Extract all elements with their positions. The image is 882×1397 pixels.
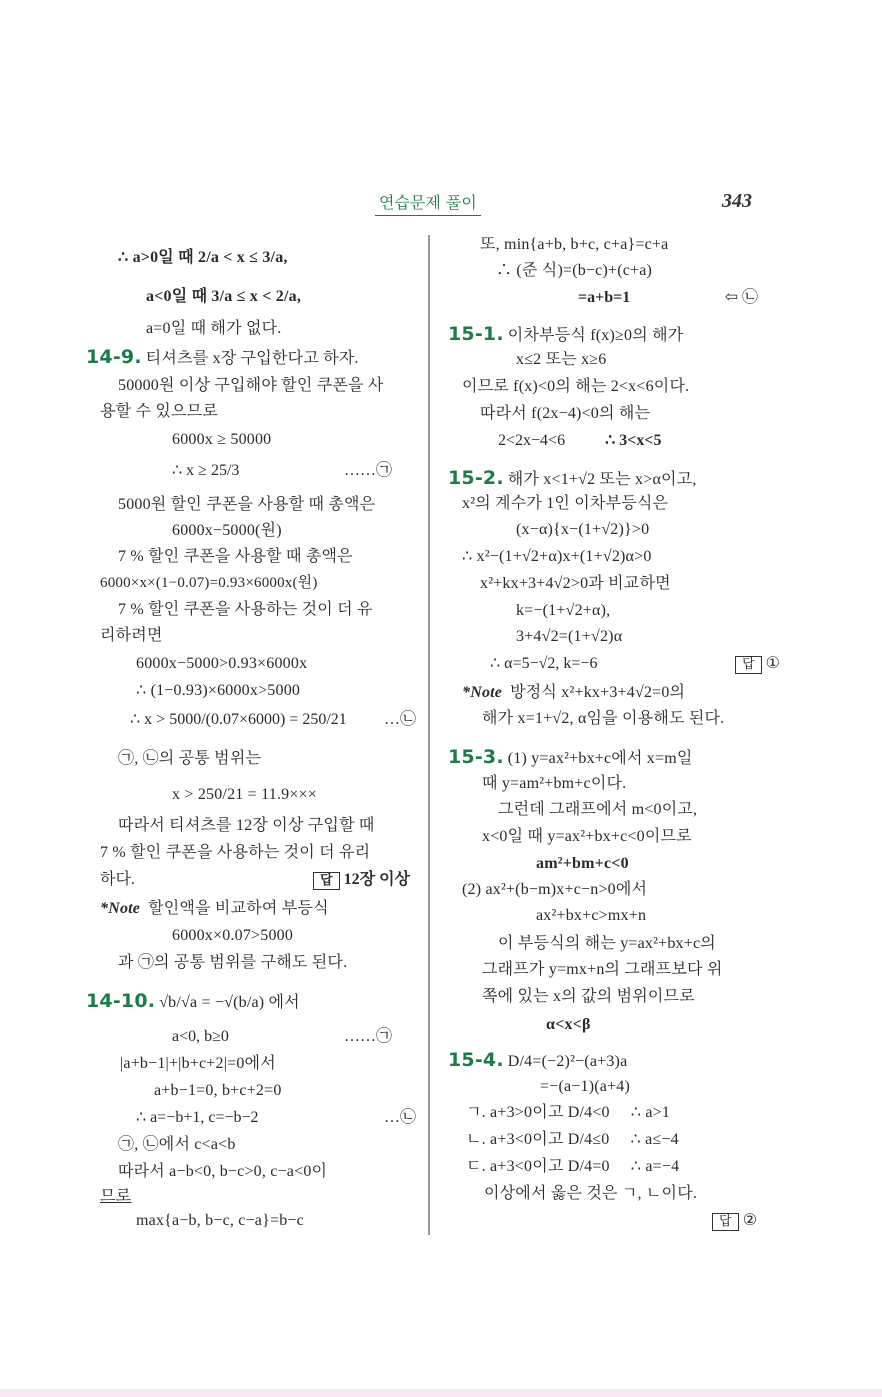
problem-15-4 [448,1049,627,1073]
problem-15-3 [448,746,693,770]
text-line: ∴ x > 5000/(0.07×6000) = 250/21 [130,711,347,728]
text-line: 따라서 티셔츠를 12장 이상 구입할 때 [118,817,375,834]
answer [712,1210,757,1232]
text-line: 이상에서 옳은 것은 ㄱ, ㄴ이다. [484,1185,698,1202]
text-line: a=0일 때 해가 없다. [146,320,282,337]
text-line: α<x<β [546,1016,591,1033]
page-number: 343 [722,190,752,212]
text-line: 과 ㉠의 공통 범위를 구해도 된다. [118,954,348,971]
text-line: ㄷ. a+3<0이고 D/4=0 ∴ a=−4 [466,1158,680,1175]
text-line: k=−(1+√2+α), [516,602,611,619]
problem-label: 15-2. [448,467,504,489]
text-line: 용할 수 있으므로 [100,403,218,420]
answer-box: 답 [735,656,762,674]
text-line: 때 y=am²+bm+c이다. [482,775,627,792]
text-line: D/4=(−2)²−(a+3)a [507,1053,628,1070]
answer-value: 12장 이상 [343,871,410,888]
text-line: 티셔츠를 x장 구입한다고 하자. [145,350,359,367]
text-line: 므로 [100,1188,132,1205]
marker: …㉡ [383,711,416,728]
text-line: (x−α){x−(1+√2)}>0 [516,521,650,538]
text-line: 이므로 f(x)<0의 해는 2<x<6이다. [462,378,690,395]
answer-row [100,869,410,891]
text-line: 따라서 a−b<0, b−c>0, c−a<0이 [118,1163,328,1180]
text-line: =−(a−1)(a+4) [540,1078,631,1095]
text-line: x²의 계수가 1인 이차부등식은 [462,495,669,512]
text-line: x²+kx+3+4√2>0과 비교하면 [480,575,671,592]
text-line: 그런데 그래프에서 m<0이고, [498,801,698,818]
text-line: 6000x×0.07>5000 [172,927,294,944]
text-line: ∴ a=−b+1, c=−b−2 [136,1109,259,1126]
text-line: ㉠, ㉡에서 c<a<b [118,1136,236,1153]
text-line: 쪽에 있는 x의 값의 범위이므로 [482,988,695,1005]
section-title: 연습문제 풀이 [375,190,481,216]
text-line: 6000×x×(1−0.07)=0.93×6000x(원) [100,575,318,591]
text-line: (1) y=ax²+bx+c에서 x=m일 [507,750,693,767]
equation-row [172,460,392,482]
note [100,898,329,920]
answer [735,653,780,675]
text-line: ∴ (1−0.93)×6000x>5000 [136,682,301,699]
equation-row [498,430,738,452]
text-line: 7 % 할인 쿠폰을 사용하는 것이 더 유 [118,601,373,618]
text-line: ∴ α=5−√2, k=−6 [490,655,598,672]
problem-label: 14-9. [86,346,142,368]
note-label: *Note [462,684,503,701]
answer-value: ② [742,1212,758,1229]
text-line: 따라서 f(2x−4)<0의 해는 [480,405,651,422]
text-line: ∴ a>0일 때 2/a < x ≤ 3/a, [118,249,288,266]
marker: ⇦ ㉡ [724,289,758,306]
text-line: 이차부등식 f(x)≥0의 해가 [507,327,684,344]
text-line: 리하려면 [100,627,163,644]
equation-row [136,1107,416,1129]
problem-14-10 [86,990,300,1014]
text-line: 해가 x<1+√2 또는 x>α이고, [507,471,697,488]
text-line: ㄱ. a+3>0이고 D/4<0 ∴ a>1 [466,1104,671,1121]
text-line: ㉠, ㉡의 공통 범위는 [118,750,262,767]
marker: …㉡ [383,1109,416,1126]
note-label: *Note [100,900,141,917]
answer-box: 답 [712,1213,739,1231]
text-line: 이 부등식의 해는 y=ax²+bx+c의 [498,935,716,952]
text-line: 3+4√2=(1+√2)α [516,628,623,645]
text-line: 6000x−5000>0.93×6000x [136,655,308,672]
text-line: a<0일 때 3/a ≤ x < 2/a, [146,288,302,305]
text-line: 할인액을 비교하여 부등식 [148,900,329,917]
text-line: x > 250/21 = 11.9××× [172,786,317,803]
text-line: ∴ x²−(1+√2+α)x+(1+√2)α>0 [462,548,652,565]
text-line: 7 % 할인 쿠폰을 사용하는 것이 더 유리 [100,844,371,861]
problem-label: 15-1. [448,323,504,345]
text-line: 5000원 할인 쿠폰을 사용할 때 총액은 [118,496,376,513]
answer-box: 답 [313,872,340,890]
text-line: (2) ax²+(b−m)x+c−n>0에서 [462,881,648,898]
text-line: ∴ 3<x<5 [605,432,662,449]
text-line: a<0, b≥0 [172,1028,229,1045]
answer-value: ① [765,655,780,672]
text-line: 7 % 할인 쿠폰을 사용할 때 총액은 [118,548,353,565]
text-line: 또, min{a+b, b+c, c+a}=c+a [480,236,669,253]
problem-label: 14-10. [86,990,156,1012]
text-line: ∴ (준 식)=(b−c)+(c+a) [496,262,653,279]
text-line: √b/√a = −√(b/a) 에서 [159,994,300,1011]
text-line: =a+b=1 [578,289,631,306]
text-line: 6000x−5000(원) [172,522,282,539]
text-line: a+b−1=0, b+c+2=0 [154,1082,282,1099]
answer-row [490,653,780,675]
page-bottom-edge [0,1389,882,1397]
text-line: 하다. [100,871,135,888]
problem-label: 15-3. [448,746,504,768]
text-line: 6000x ≥ 50000 [172,431,272,448]
text-line: ax²+bx+c>mx+n [536,907,647,924]
text-line: x≤2 또는 x≥6 [516,351,607,368]
problem-label: 15-4. [448,1049,504,1071]
problem-14-9 [86,346,359,370]
equation-row [578,287,758,309]
note [462,682,685,704]
equation-row [172,1026,392,1048]
text-line: max{a−b, b−c, c−a}=b−c [136,1212,304,1229]
text-line: 2<2x−4<6 [498,432,566,449]
text-line: x<0일 때 y=ax²+bx+c<0이므로 [482,828,692,845]
text-line: ㄴ. a+3<0이고 D/4≤0 ∴ a≤−4 [466,1131,679,1148]
text-line: ∴ x ≥ 25/3 [172,462,240,479]
text-line: am²+bm+c<0 [536,855,629,872]
marker: ……㉠ [343,462,392,479]
text-line: 50000원 이상 구입해야 할인 쿠폰을 사 [118,377,384,394]
text-line: 방정식 x²+kx+3+4√2=0의 [510,684,686,701]
text-line: 해가 x=1+√2, α임을 이용해도 된다. [482,710,725,727]
equation-row [130,709,416,731]
column-divider [428,235,430,1235]
text-line: |a+b−1|+|b+c+2|=0에서 [120,1055,276,1072]
problem-15-1 [448,323,683,347]
marker: ……㉠ [343,1028,392,1045]
answer [313,869,410,891]
problem-15-2 [448,467,697,491]
text-line: 그래프가 y=mx+n의 그래프보다 위 [482,961,723,978]
